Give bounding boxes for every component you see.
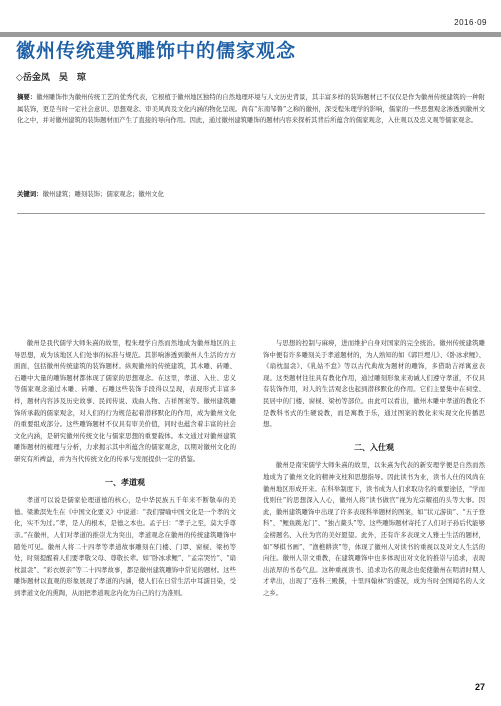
officialdom-paragraph: 徽州是南宋儒学大师朱熹的故里，以朱熹为代表的新安理学便是自然而然地成为了徽州文化的精神支柱和思想指导。因此读书为业，读书人仕的风尚在徽州地区形成开来。在科举制度下，读书成为人们求取功名的重要途径，“学而优则仕”的思想深入人心，徽州人将“读书做官”视为光宗耀祖的头等大事。因此，徽州建筑雕饰中出现了许多表现科举题材的图案，如“状元游街”、“五子登科”、“鲤鱼跳龙门”、“独占鳌头”等。这些雕饰题材寄托了人们对子孙后代能够金榜题名、入仕为官的美好愿望。此外，还有许多表现文人雅士生活的题材，如“琴棋书画”、“渔樵耕读”等，体现了徽州人对读书的重视以及对文人生活的向往。徽州人崇文重教，在建筑雕饰中也多体现出对文化的推崇与追求，表现出浓厚的书卷气息。这种重视读书、追求功名的观念也促使徽州在明清时期人才辈出，出现了“连科三殿撰，十里四翰林”的盛况，成为当时全国闻名的人文之乡。 bbox=[263, 461, 485, 597]
page-number: 27 bbox=[474, 682, 485, 692]
section-heading-filial-piety: 一、孝道观 bbox=[105, 477, 145, 487]
article-title: 徽州传统建筑雕饰中的儒家观念 bbox=[16, 40, 297, 62]
keywords-label: 关键词： bbox=[17, 190, 43, 198]
abstract bbox=[17, 92, 485, 127]
left-column bbox=[14, 338, 236, 599]
right-column bbox=[263, 338, 485, 599]
filial-piety-paragraph: 孝道可以说是儒家伦理道德的核心，是中华民族五千年来不断敬奉的美德。梁漱溟先生在《中国文化要义》中说道：“我们譬喻中国文化是一个孝的文化，实不为过。”孝，是人的根本，是德之本也。孟子曰：“孝子之至，莫大乎尊亲。”在徽州，人们对孝道的推崇尤为突出，孝道观念在徽州的传统建筑雕饰中随处可见。徽州人将二十四孝等孝道故事雕刻在门楼、门罩、窗棂、梁枋等处，时刻提醒着人们要孝敬父母、尊敬长辈。如“卧冰求鲤”、“孟宗哭竹”、“扇枕温衾”、“彩衣娱亲”等二十四孝故事，都是徽州建筑雕饰中常见的题材。这些雕饰题材以直观的形象展现了孝道的内涵，使人们在日常生活中耳濡目染，受到孝道文化的熏陶，从而把孝道观念内化为自己的行为准则。 bbox=[14, 496, 236, 597]
abstract-text: 徽州雕饰作为徽州传统工艺的优秀代表，它根植于徽州地区独特的自然地理环境与人文历史背景，其丰富多样的装饰题材已不仅仅是作为徽州传统建筑的一种附属装饰，更是当时一定社会意识、思想观念、审美风尚及文化内涵的物化呈现。尚有“东南邹鲁”之称的徽州，深受程朱理学的影响，儒家的一些思想观念渗透到徽州文化之中，并对徽州建筑的装饰题材而产生了直接的导向作用。因此，通过徽州建筑雕饰的题材内容来探析其背后所蕴含的儒家观念，入仕观以及忠义观等儒家观念。 bbox=[17, 93, 485, 125]
intro-paragraph: 徽州是我代儒学大师朱熹的故里，程朱理学自然而然地成为徽州地区的主导思想，成为该地区人们处事的标准与规范。其影响渗透到徽州人生活的方方面面，包括徽州传统建筑的装饰题材。纵观徽州的传统建筑，其木雕、砖雕、石雕中大量的雕饰题材都体现了儒家的思想观念。在这里，孝道、入仕、忠义等儒家观念通过木雕、砖雕、石雕这些装饰手段得以呈现，表现形式丰富多样，题材内容涉及历史故事、民间传说、戏曲人物、吉祥图案等。徽州建筑雕饰所承载的儒家观念，对人们的行为规范起着潜移默化的作用，成为徽州文化的重要组成部分。这些雕饰题材不仅具有审美价值，同时也蕴含着丰富的社会文化内涵，是研究徽州传统文化与儒家思想的重要载体。本文通过对徽州建筑雕饰题材的梳理与分析，力求揭示其中所蕴含的儒家观念，以期对徽州文化的研究有所裨益，并为当代传统文化的传承与发展提供一定的借鉴。 bbox=[14, 339, 236, 463]
continued-paragraph: 与思想的控制与麻痹，进而维护自身对国家的完全统治。徽州传统建筑雕饰中便有许多雕刻关于孝道题材的，为人熟知的如《郭巨埋儿》、《卧冰求鲤》、《扇枕温衾》、《乳姑不怠》等以古代典故为题材的雕饰，多借助吉祥寓意表现。这类题材往往具有教化作用，通过雕刻形象来劝诫人们遵守孝道，不仅具有装饰作用，对人的生活观念也起到潜移默化的作用。它们主要集中在祠堂、民居中的门楼、窗棂、梁枋等部位。由此可以看出，徽州木雕中孝道的教化不是教科书式的生硬说教，而是寓教于乐，通过图案的教化来实现文化传播思想。 bbox=[263, 339, 485, 429]
keywords bbox=[17, 189, 485, 201]
issue-date: 2016·09 bbox=[454, 18, 487, 27]
section-divider bbox=[17, 213, 485, 214]
article-authors: ◇岳金凤 吴 琼 bbox=[16, 73, 86, 83]
abstract-label: 摘要： bbox=[17, 93, 37, 101]
section-heading-officialdom: 二、入仕观 bbox=[354, 442, 394, 452]
keywords-text: 徽州建筑；雕刻装饰；儒家观念；徽州文化 bbox=[42, 190, 164, 198]
